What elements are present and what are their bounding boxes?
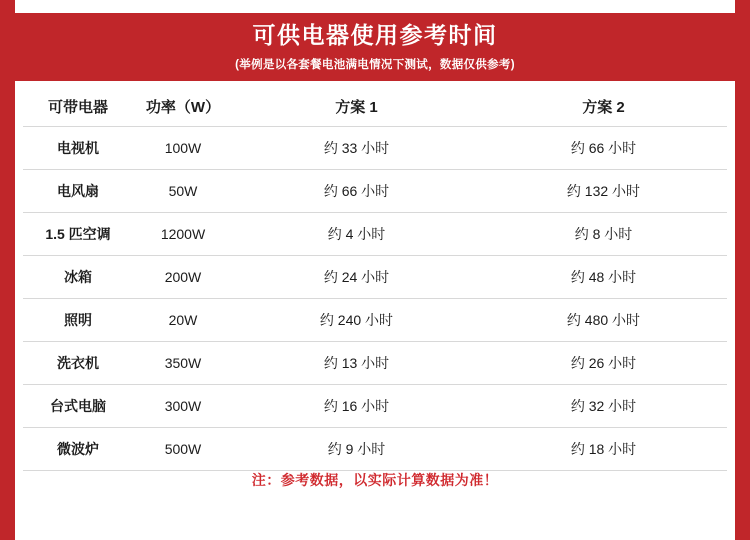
cell-plan1: 约 66 小时 (233, 170, 480, 213)
cell-plan1: 约 240 小时 (233, 299, 480, 342)
cell-device: 台式电脑 (23, 385, 133, 428)
cell-plan2: 约 32 小时 (480, 385, 727, 428)
right-red-bar (735, 0, 750, 540)
cell-plan2: 约 18 小时 (480, 428, 727, 471)
cell-device: 1.5 匹空调 (23, 213, 133, 256)
left-red-bar (0, 0, 15, 540)
table-body (23, 127, 727, 471)
column-header-power: 功率（W） (133, 86, 233, 127)
header (15, 13, 735, 81)
sheet-content (15, 0, 735, 540)
table-row (23, 256, 727, 299)
cell-device: 微波炉 (23, 428, 133, 471)
cell-plan2: 约 480 小时 (480, 299, 727, 342)
column-header-plan1: 方案 1 (233, 86, 480, 127)
cell-power: 100W (133, 127, 233, 170)
cell-plan1: 约 24 小时 (233, 256, 480, 299)
cell-plan2: 约 66 小时 (480, 127, 727, 170)
cell-device: 冰箱 (23, 256, 133, 299)
cell-plan2: 约 132 小时 (480, 170, 727, 213)
cell-plan1: 约 16 小时 (233, 385, 480, 428)
cell-power: 200W (133, 256, 233, 299)
cell-power: 350W (133, 342, 233, 385)
cell-plan1: 约 9 小时 (233, 428, 480, 471)
footer-note: 注：参考数据，以实际计算数据为准！ (251, 472, 499, 488)
table-row (23, 299, 727, 342)
table-row (23, 213, 727, 256)
column-header-plan2: 方案 2 (480, 86, 727, 127)
table-header-row (23, 86, 727, 127)
cell-device: 电视机 (23, 127, 133, 170)
table-header (23, 86, 727, 127)
page-title: 可供电器使用参考时间 (252, 22, 498, 49)
cell-device: 电风扇 (23, 170, 133, 213)
cell-plan1: 约 13 小时 (233, 342, 480, 385)
cell-plan1: 约 4 小时 (233, 213, 480, 256)
table-row (23, 428, 727, 471)
cell-power: 20W (133, 299, 233, 342)
cell-plan2: 约 8 小时 (480, 213, 727, 256)
cell-device: 照明 (23, 299, 133, 342)
cell-plan1: 约 33 小时 (233, 127, 480, 170)
column-header-device: 可带电器 (23, 86, 133, 127)
cell-power: 50W (133, 170, 233, 213)
table-row (23, 385, 727, 428)
page-subtitle: (举例是以各套餐电池满电情况下测试，数据仅供参考) (235, 58, 515, 71)
cell-power: 500W (133, 428, 233, 471)
cell-power: 1200W (133, 213, 233, 256)
cell-power: 300W (133, 385, 233, 428)
cell-device: 洗衣机 (23, 342, 133, 385)
table-row (23, 342, 727, 385)
cell-plan2: 约 48 小时 (480, 256, 727, 299)
table-row (23, 127, 727, 170)
runtime-table (23, 86, 727, 471)
table-row (23, 170, 727, 213)
cell-plan2: 约 26 小时 (480, 342, 727, 385)
